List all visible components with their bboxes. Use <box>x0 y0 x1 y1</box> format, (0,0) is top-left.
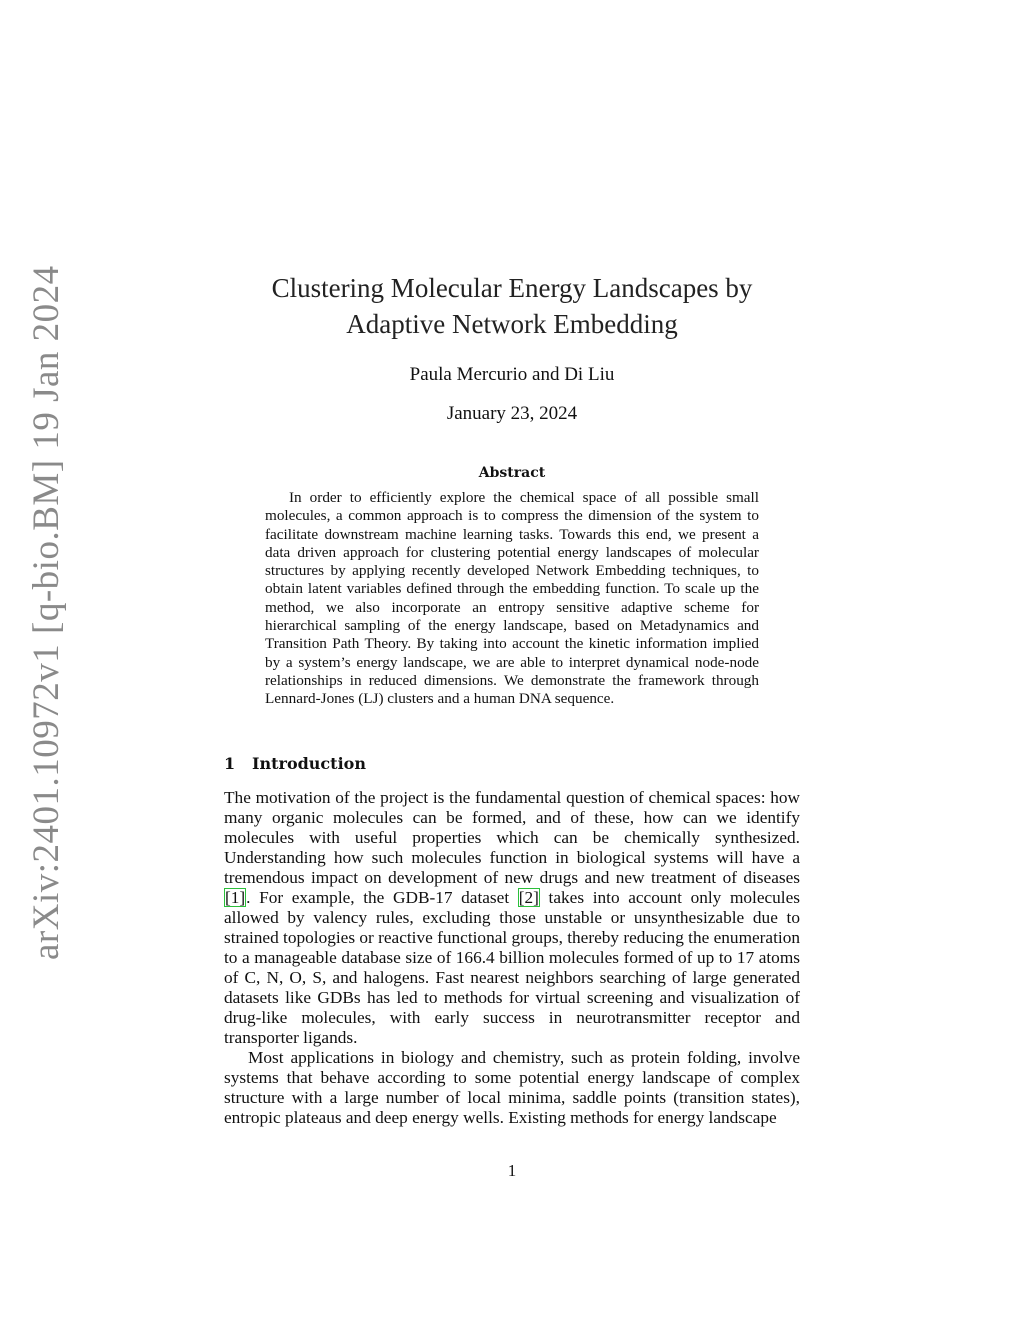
section-number: 1 <box>224 754 236 773</box>
introduction-body <box>224 788 800 1128</box>
paragraph-1 <box>224 788 800 1048</box>
title-line-2: Adaptive Network Embedding <box>346 309 678 339</box>
publication-date: January 23, 2024 <box>446 403 578 424</box>
paper-title <box>200 270 824 342</box>
section-heading-introduction <box>224 752 804 776</box>
authors: Paula Mercurio and Di Liu <box>409 364 615 385</box>
paragraph-2: Most applications in biology and chemistry, such as protein folding, involve systems that behave according to some potential energy landscape of complex structure with a large number of local minima, saddle points (transition states), entropic plateaus and deep energy wells. Existing methods for energy landscape <box>224 1048 800 1127</box>
abstract-heading: Abstract <box>478 465 546 481</box>
paragraph-1-text-a: The motivation of the project is the fundamental question of chemical spaces: how many organic molecules can be formed, and of these, how can we identify molecules with useful properties which can be chemically synthesized. Understanding how such molecules function in biological systems will have a tremendous impact on development of new drugs and new treatment of diseases <box>224 788 800 887</box>
paragraph-1-text-b: . For example, the GDB-17 dataset <box>246 888 518 907</box>
paragraph-1-text-c: takes into account only molecules allowed by valency rules, excluding those unstable or unsynthesizable due to strained topologies or reactive functional groups, thereby reducing the enumeration to a manageable database size of 166.4 billion molecules formed of up to 17 atoms of C, N, O, S, and halogens. Fast nearest neighbors searching of large generated datasets like GDBs has led to methods for virtual screening and visualization of drug-like molecules, with early success in neurotransmitter receptor and transporter ligands. <box>224 888 801 1047</box>
section-title: Introduction <box>252 754 366 773</box>
abstract-text: In order to efficiently explore the chemical space of all possible small molecules, a common approach is to compress the dimension of the system to facilitate downstream machine learning tasks. Towards this end, we present a data driven approach for clustering potential energy landscapes of molecular structures by applying recently developed Network Embedding techniques, to obtain latent variables defined through the embedding function. To scale up the method, we also incorporate an entropy sensitive adaptive scheme for hierarchical sampling of the energy landscape, based on Metadynamics and Transition Path Theory. By taking into account the kinetic information implied by a system’s energy landscape, we are able to interpret dynamical node-node relationships in reduced dimensions. We demonstrate the framework through Lennard-Jones (LJ) clusters and a human DNA sequence. <box>265 489 759 708</box>
citation-link-2[interactable]: [2] <box>518 888 539 907</box>
citation-link-1[interactable]: [1] <box>225 888 246 907</box>
page-number: 1 <box>507 1161 517 1180</box>
title-line-1: Clustering Molecular Energy Landscapes by <box>271 273 753 303</box>
arxiv-identifier: arXiv:2401.10972v1 [q-bio.BM] 19 Jan 2024 <box>26 265 67 960</box>
